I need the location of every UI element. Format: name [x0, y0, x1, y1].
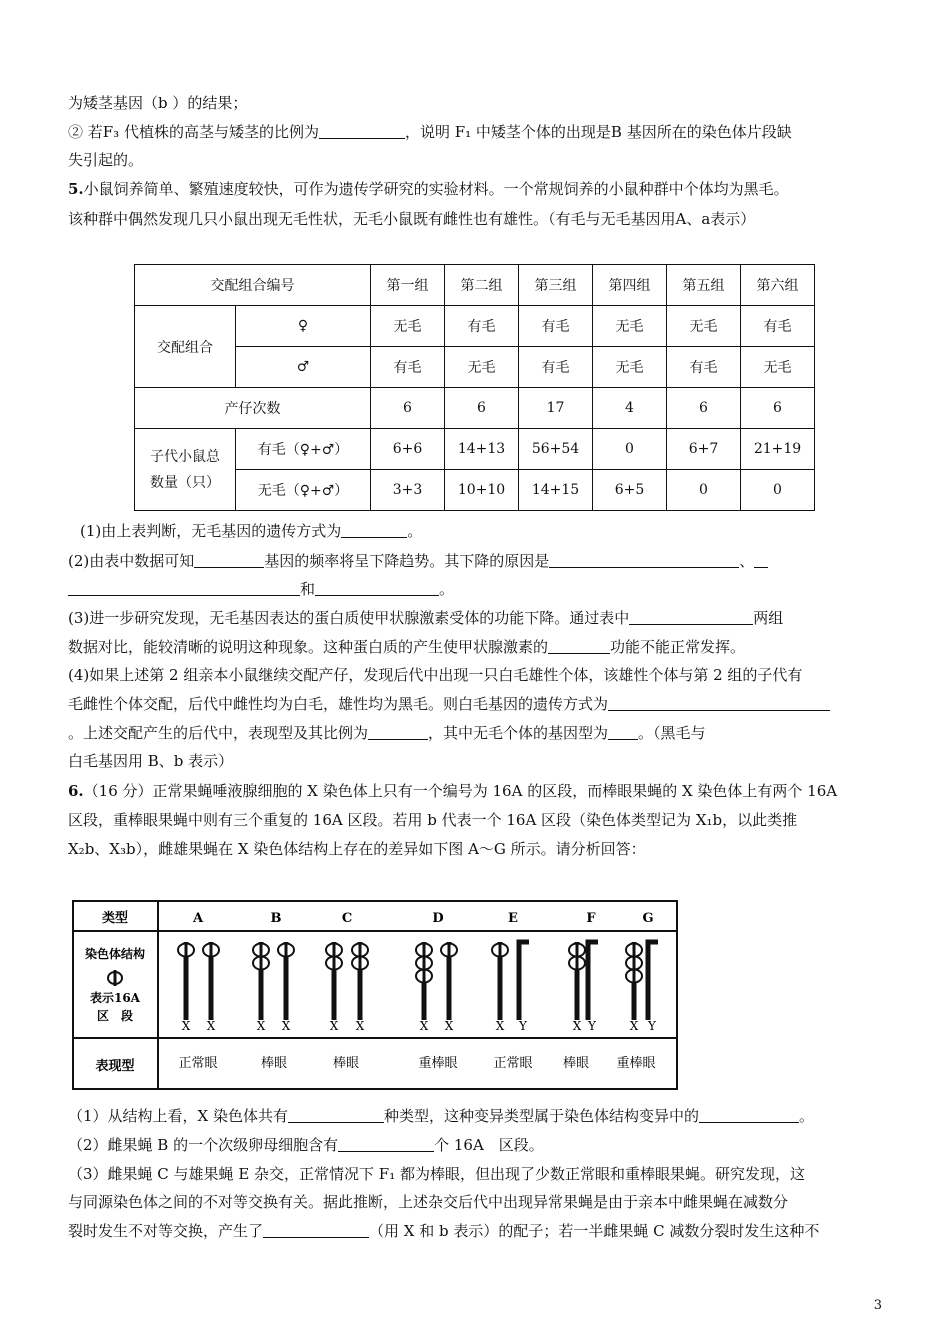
y-chromosome — [588, 942, 598, 1020]
page-number: 3 — [873, 1298, 882, 1313]
text: (3)进一步研究发现，无毛基因表达的蛋白质使甲状腺激素受体的功能下降。通过表中 — [68, 609, 630, 627]
text: 毛雌性个体交配，后代中雌性均为白毛，雄性均为黑毛。则白毛基因的遗传方式为 — [68, 695, 609, 713]
text: (4)如果上述第 2 组亲本小鼠继续交配产仔，发现后代中出现一只白毛雄性个体，该雄性个体与第 2 组的子代有 — [68, 666, 803, 684]
text-line — [68, 809, 886, 831]
y-chromosome — [519, 942, 529, 1020]
segment-legend-icon — [108, 970, 122, 986]
table-cell: 21+19 — [741, 429, 815, 470]
chromosome-label: Y — [648, 1019, 656, 1033]
group-header: 第三组 — [519, 265, 593, 306]
text-line — [68, 664, 886, 686]
text: 该种群中偶然发现几只小鼠出现无毛性状，无毛小鼠既有雌性也有雄性。（有毛与无毛基因用A、a表示） — [68, 210, 756, 228]
text: 。 — [439, 580, 455, 598]
table-cell: 无毛 — [593, 347, 667, 388]
answer-blank[interactable] — [368, 725, 428, 740]
chromosome-label: X — [419, 1019, 429, 1033]
answer-blank[interactable] — [288, 1108, 384, 1123]
text: X₂b、X₃b），雌雄果蝇在 X 染色体结构上存在的差异如下图 A～G 所示。请分析回答： — [68, 840, 646, 858]
text: （16 分）正常果蝇唾液腺细胞的 X 染色体上只有一个编号为 16A 的区段，而棒眼果蝇的 X 染色体上有两个 16A — [83, 782, 838, 800]
table-cell: 10+10 — [445, 470, 519, 511]
text: 与同源染色体之间的不对等交换有关。据此推断，上述杂交后代中出现异常果蝇是由于亲本中雌果蝇在减数分 — [68, 1193, 789, 1211]
phenotype-B: 棒眼 — [260, 1056, 288, 1071]
text-line — [68, 693, 886, 715]
answer-blank[interactable] — [629, 610, 753, 625]
type-B-label: B — [270, 911, 282, 926]
type-C-label: C — [341, 911, 353, 926]
table-cell: 无毛 — [741, 347, 815, 388]
answer-blank[interactable] — [754, 553, 768, 568]
table-cell: 6+7 — [667, 429, 741, 470]
question-6-line — [68, 780, 886, 802]
text: ② 若F₃ 代植株的高茎与矮茎的比例为 — [68, 123, 319, 141]
text: 种类型，这种变异类型属于染色体结构变异中的 — [384, 1107, 700, 1125]
phenotype-G: 重棒眼 — [616, 1056, 656, 1071]
type-G-label: G — [642, 911, 654, 926]
table-cell: 4 — [593, 388, 667, 429]
question-number: 5. — [68, 180, 84, 198]
text: 个 16A 区段。 — [434, 1136, 544, 1154]
table-cell: 有毛 — [667, 347, 741, 388]
answer-blank[interactable] — [319, 124, 405, 139]
answer-blank[interactable] — [68, 581, 300, 596]
text-line — [68, 1105, 886, 1127]
phenotype-label: 表现型 — [95, 1059, 135, 1074]
answer-blank[interactable] — [608, 725, 638, 740]
text-line — [68, 208, 886, 230]
text: 白毛基因用 B、b 表示） — [68, 752, 234, 770]
type-F-label: F — [586, 911, 596, 926]
table-cell: 有毛 — [371, 347, 445, 388]
y-chromosome — [648, 942, 658, 1020]
answer-blank[interactable] — [338, 1137, 434, 1152]
chromosome-label: X — [281, 1019, 291, 1033]
answer-blank[interactable] — [263, 1223, 369, 1238]
table-cell: 有毛 — [519, 306, 593, 347]
text: （用 X 和 b 表示）的配子；若一半雌果蝇 C 减数分裂时发生这种不 — [369, 1222, 820, 1240]
text-line — [68, 838, 886, 860]
table-cell: 56+54 — [519, 429, 593, 470]
text: 裂时发生不对等交换，产生了 — [68, 1222, 264, 1240]
phenotype-D: 重棒眼 — [418, 1056, 458, 1071]
group-header: 第二组 — [445, 265, 519, 306]
text-line — [68, 750, 886, 772]
text-line — [68, 1191, 886, 1213]
chromosome-label: X — [629, 1019, 639, 1033]
text-line — [68, 149, 886, 171]
chromosome-label: X — [329, 1019, 339, 1033]
table-cell: 有毛 — [741, 306, 815, 347]
litter-label: 产仔次数 — [135, 388, 371, 429]
table-cell: 无毛 — [593, 306, 667, 347]
offspring-label-line: 子代小鼠总 — [150, 448, 220, 465]
type-label: 类型 — [101, 911, 129, 926]
structure-label: 染色体结构 — [84, 947, 146, 961]
answer-blank[interactable] — [699, 1108, 799, 1123]
table-cell: 有毛 — [519, 347, 593, 388]
text: （1）从结构上看，X 染色体共有 — [68, 1107, 288, 1125]
text: 数据对比，能较清晰的说明这种现象。这种蛋白质的产生使甲状腺激素的 — [68, 638, 549, 656]
text: 和 — [300, 580, 316, 598]
text-line — [68, 121, 886, 143]
text: 为矮茎基因（b ）的结果； — [68, 94, 248, 112]
group-header: 第一组 — [371, 265, 445, 306]
table-cell: 6+5 — [593, 470, 667, 511]
text-line — [68, 722, 886, 744]
chromosome-label: X — [495, 1019, 505, 1033]
phenotype-C: 棒眼 — [332, 1056, 360, 1071]
text: 小鼠饲养简单、繁殖速度较快，可作为遗传学研究的实验材料。一个常规饲养的小鼠种群中个体均为黑毛。 — [83, 180, 789, 198]
chromosome-figure — [72, 900, 678, 1090]
text-line — [68, 1134, 886, 1156]
answer-blank[interactable] — [315, 581, 439, 596]
question-5-line — [68, 178, 886, 200]
chromosome-label: X — [572, 1019, 582, 1033]
table-cell: 无毛 — [445, 347, 519, 388]
table-cell: 无毛 — [667, 306, 741, 347]
table-header-cell: 交配组合编号 — [135, 265, 371, 306]
text: 基因的频率将呈下降趋势。其下降的原因是 — [264, 552, 550, 570]
chromosome-label: X — [206, 1019, 216, 1033]
text: 失引起的。 — [68, 151, 144, 169]
chromosome-label: X — [256, 1019, 266, 1033]
text: 。 — [799, 1107, 815, 1125]
table-cell: 6 — [667, 388, 741, 429]
legend-label: 区 段 — [96, 1009, 134, 1023]
phenotype-A: 正常眼 — [178, 1056, 218, 1071]
question-number: 6. — [68, 782, 84, 800]
text-line — [68, 578, 886, 600]
text-line — [80, 520, 886, 542]
text: ，说明 F₁ 中矮茎个体的出现是B 基因所在的染色体片段缺 — [404, 123, 792, 141]
type-A-label: A — [192, 911, 204, 926]
text: (2)由表中数据可知 — [68, 552, 195, 570]
text: 。 — [407, 522, 423, 540]
chromosome-drawings — [178, 942, 658, 1020]
group-header: 第六组 — [741, 265, 815, 306]
answer-blank[interactable] — [549, 553, 739, 568]
answer-blank[interactable] — [341, 523, 407, 538]
chromosome-label: Y — [519, 1019, 527, 1033]
phenotype-F: 棒眼 — [562, 1056, 590, 1071]
table-cell: 17 — [519, 388, 593, 429]
legend-label: 表示16A — [89, 991, 141, 1005]
table-cell: 3+3 — [371, 470, 445, 511]
table-cell: 14+15 — [519, 470, 593, 511]
group-header: 第五组 — [667, 265, 741, 306]
chromosome-label: X — [181, 1019, 191, 1033]
offspring-label — [135, 429, 236, 511]
table-cell: 14+13 — [445, 429, 519, 470]
table-cell: 有毛 — [445, 306, 519, 347]
table-cell: 6 — [445, 388, 519, 429]
table-cell: 6+6 — [371, 429, 445, 470]
table-cell: 0 — [593, 429, 667, 470]
text: 。上述交配产生的后代中，表现型及其比例为 — [68, 724, 369, 742]
table-cell: 6 — [741, 388, 815, 429]
text-line — [68, 92, 886, 114]
text-line — [68, 550, 886, 572]
answer-blank[interactable] — [548, 639, 610, 654]
male-symbol: ♂ — [236, 347, 371, 388]
female-symbol: ♀ — [236, 306, 371, 347]
combo-label: 交配组合 — [135, 306, 236, 388]
table-cell: 无毛 — [371, 306, 445, 347]
text: (1)由上表判断，无毛基因的遗传方式为 — [80, 522, 342, 540]
text-line — [68, 1220, 886, 1242]
text: 。（黑毛与 — [638, 724, 706, 742]
text: 两组 — [753, 609, 784, 627]
text: （2）雌果蝇 B 的一个次级卵母细胞含有 — [68, 1136, 339, 1154]
table-cell: 0 — [667, 470, 741, 511]
chromosome-label: X — [355, 1019, 365, 1033]
text-line — [68, 1163, 886, 1185]
answer-blank[interactable] — [194, 553, 264, 568]
table-cell: 0 — [741, 470, 815, 511]
text: 、 — [739, 552, 755, 570]
text-line — [68, 636, 886, 658]
text: 功能不能正常发挥。 — [610, 638, 746, 656]
text: 区段，重棒眼果蝇中则有三个重复的 16A 区段。若用 b 代表一个 16A 区段（染色体类型记为 X₁b，以此类推 — [68, 811, 798, 829]
offspring-label-line: 数量（只） — [150, 474, 220, 491]
haired-label: 有毛（♀+♂） — [236, 429, 371, 470]
group-header: 第四组 — [593, 265, 667, 306]
phenotype-E: 正常眼 — [493, 1056, 533, 1071]
hairless-label: 无毛（♀+♂） — [236, 470, 371, 511]
answer-blank[interactable] — [608, 696, 830, 711]
table-cell: 6 — [371, 388, 445, 429]
text: （3）雌果蝇 C 与雄果蝇 E 杂交，正常情况下 F₁ 都为棒眼，但出现了少数正常眼和重棒眼果蝇。研究发现，这 — [68, 1165, 806, 1183]
text-line — [68, 607, 886, 629]
chromosome-label: X — [444, 1019, 454, 1033]
chromosome-label: Y — [588, 1019, 596, 1033]
mating-table — [134, 264, 815, 511]
type-D-label: D — [432, 911, 444, 926]
text: ，其中无毛个体的基因型为 — [428, 724, 609, 742]
type-E-label: E — [508, 911, 518, 926]
